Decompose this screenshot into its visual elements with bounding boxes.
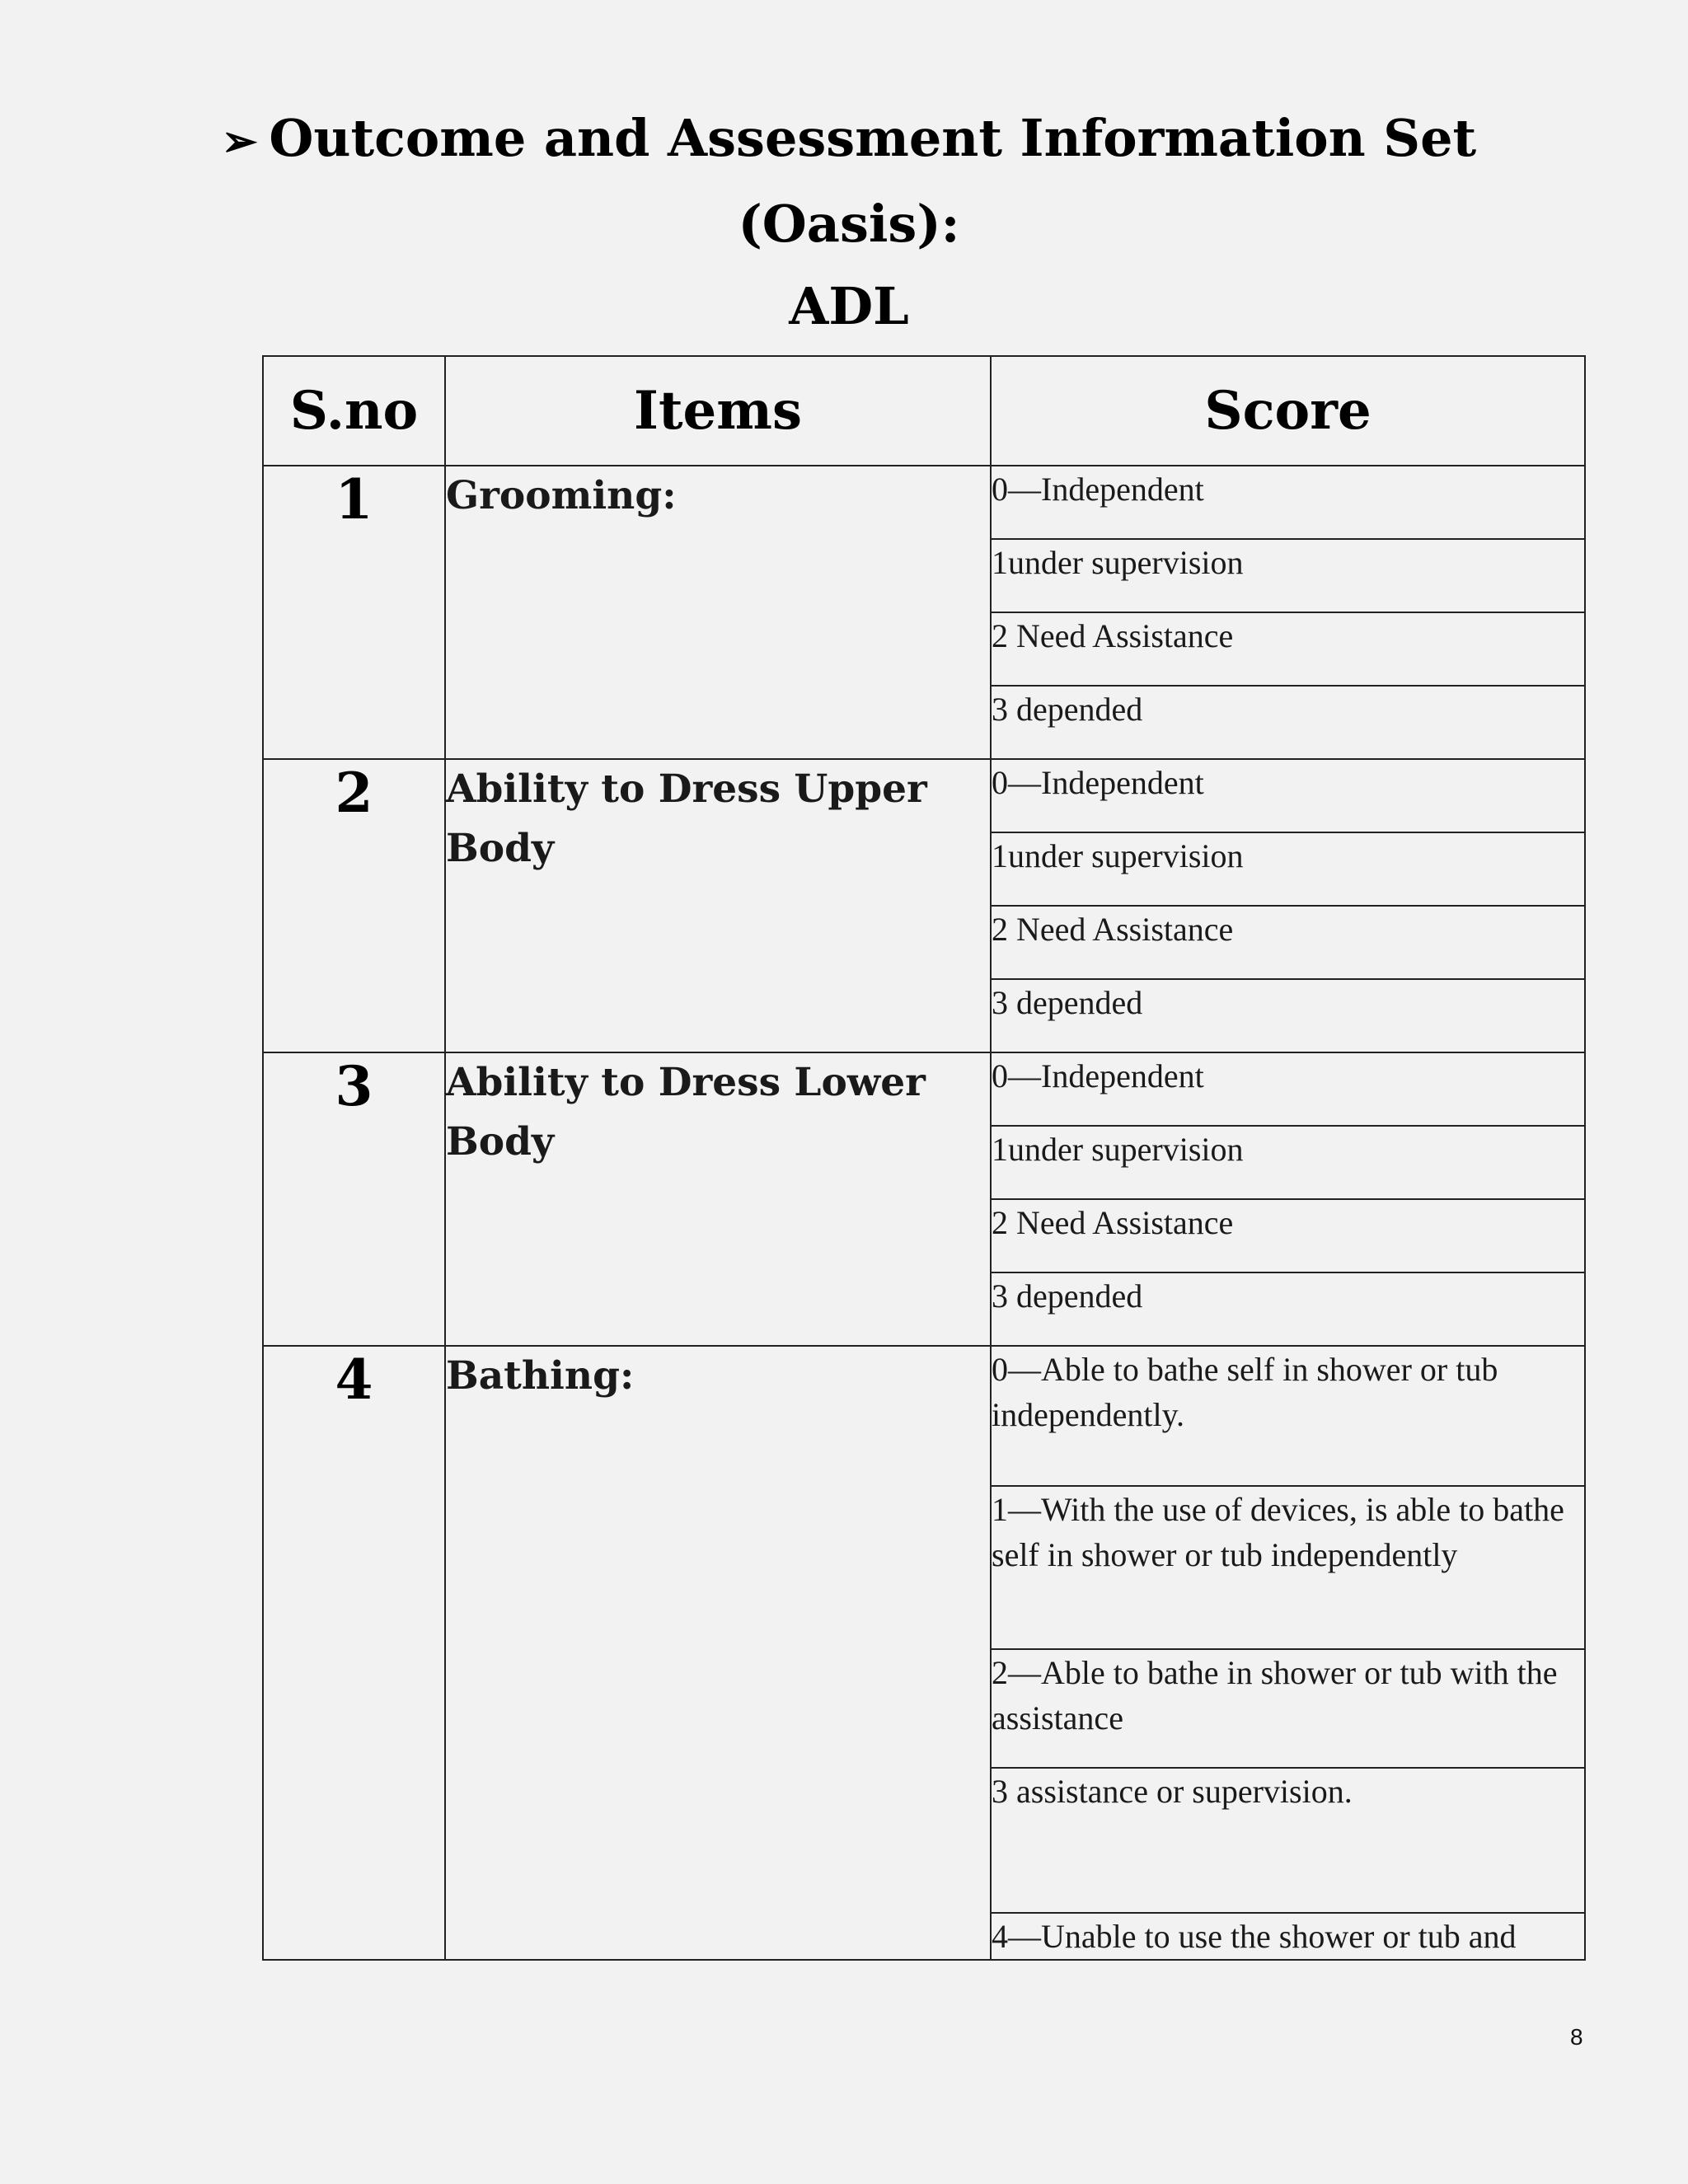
score-option: 4—Unable to use the shower or tub and <box>991 1913 1585 1960</box>
header-row <box>263 356 1585 466</box>
sno-cell: 1 <box>263 466 445 759</box>
adl-table <box>262 355 1586 1961</box>
table-row <box>263 1346 1585 1486</box>
heading-line-1: Outcome and Assessment Information Set (Oasis): <box>269 108 1477 254</box>
header-items: Items <box>445 356 991 466</box>
score-option: 3 depended <box>991 686 1585 759</box>
page-heading <box>115 97 1582 348</box>
score-option: 3 depended <box>991 1272 1585 1346</box>
sno-cell: 3 <box>263 1052 445 1346</box>
score-option: 1under supervision <box>991 832 1585 906</box>
score-option: 3 assistance or supervision. <box>991 1768 1585 1913</box>
header-sno: S.no <box>263 356 445 466</box>
score-option: 2 Need Assistance <box>991 612 1585 686</box>
score-option: 0—Independent <box>991 1052 1585 1126</box>
item-cell: Ability to Dress Lower Body <box>445 1052 991 1346</box>
page-number: 8 <box>1570 2024 1583 2050</box>
score-option: 3 depended <box>991 979 1585 1052</box>
table-row <box>263 759 1585 832</box>
score-option: 0—Independent <box>991 466 1585 539</box>
score-option: 1under supervision <box>991 539 1585 612</box>
sno-cell: 4 <box>263 1346 445 1960</box>
score-option: 0—Independent <box>991 759 1585 832</box>
heading-line-2: ADL <box>789 276 909 336</box>
score-option: 1under supervision <box>991 1126 1585 1199</box>
score-option: 2 Need Assistance <box>991 906 1585 979</box>
score-option: 1—With the use of devices, is able to bathe self in shower or tub independently <box>991 1486 1585 1649</box>
table-row <box>263 466 1585 539</box>
score-option: 2 Need Assistance <box>991 1199 1585 1272</box>
item-cell: Ability to Dress Upper Body <box>445 759 991 1052</box>
item-cell: Grooming: <box>445 466 991 759</box>
sno-cell: 2 <box>263 759 445 1052</box>
score-option: 2—Able to bathe in shower or tub with the assistance <box>991 1649 1585 1768</box>
item-cell: Bathing: <box>445 1346 991 1960</box>
arrow-bullet-icon: ➢ <box>221 116 258 166</box>
table-row <box>263 1052 1585 1126</box>
header-score: Score <box>991 356 1585 466</box>
score-option: 0—Able to bathe self in shower or tub independently. <box>991 1346 1585 1486</box>
